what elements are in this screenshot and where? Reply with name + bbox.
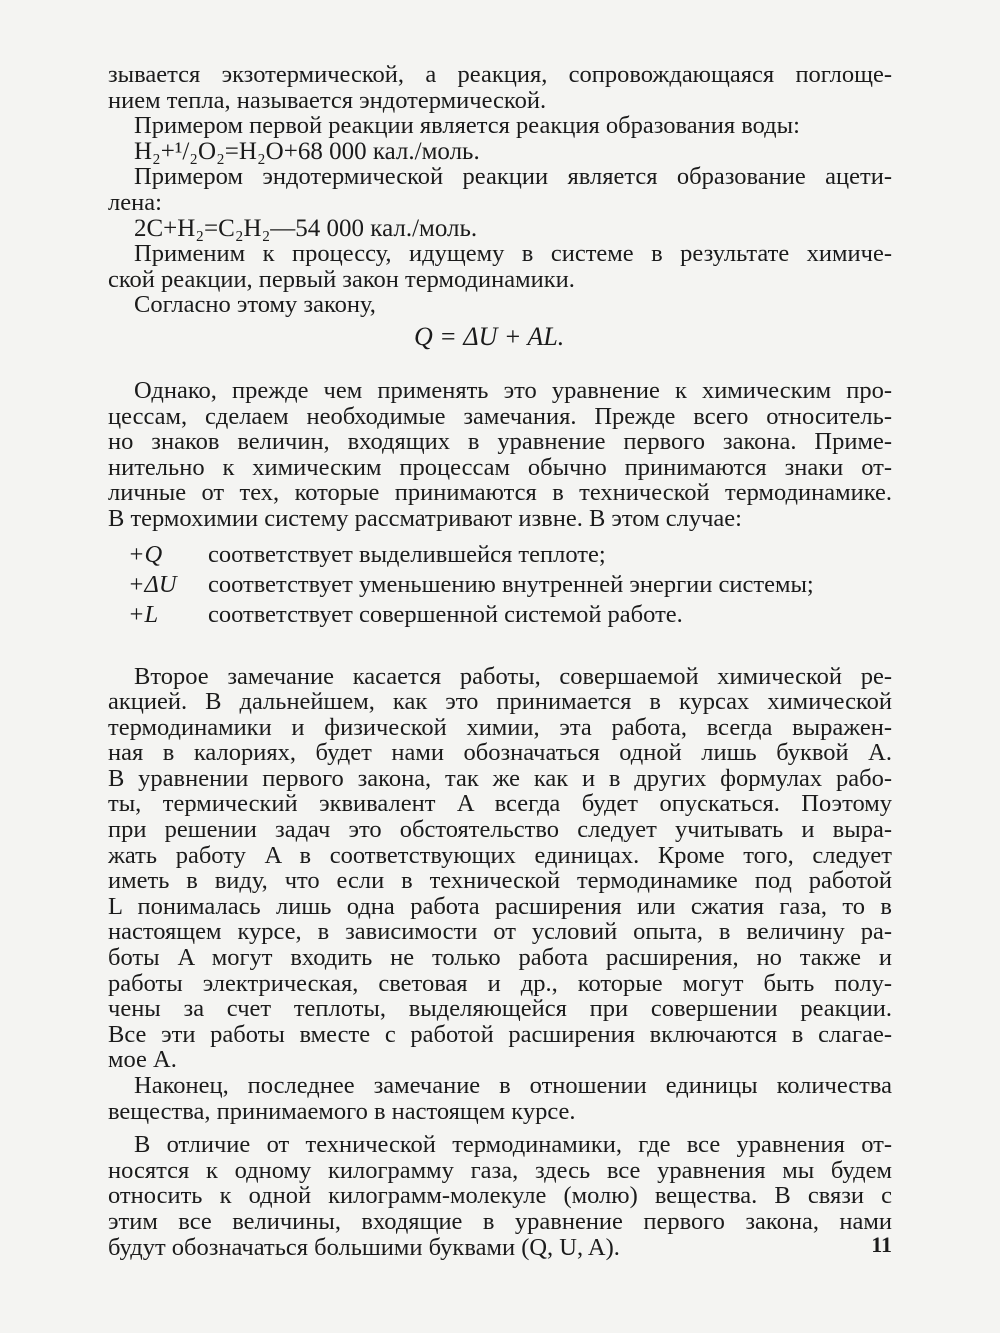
paragraph-intro: [108, 62, 892, 113]
sign-row: [108, 540, 892, 570]
sign-row: [108, 570, 892, 600]
text-line: носятся к одному килограмму газа, здесь все уравнения мы будем: [108, 1156, 892, 1184]
text-line: нительно к химическим процессам обычно принимаются знаки от-: [108, 453, 892, 481]
paragraph-work-remark: [108, 664, 892, 1074]
sign-description: соответствует выделившейся теплоте;: [208, 540, 606, 568]
text-line: ты, термический эквивалент A всегда будет опускаться. Поэтому: [108, 790, 892, 818]
text-line: зывается экзотермической, а реакция, сопровождающаяся поглоще-: [108, 61, 892, 88]
text-line: личные от тех, которые принимаются в технической термодинамике.: [108, 479, 892, 507]
text-line: чены за счет теплоты, выделяющейся при совершении реакции.: [108, 995, 892, 1023]
text-line: нием тепла, называется эндотермической.: [108, 86, 547, 114]
sign-conventions-list: [108, 540, 892, 630]
text-line: Однако, прежде чем применять это уравнение к химическим про-: [134, 376, 892, 404]
paragraph-according: Согласно этому закону,: [134, 291, 376, 319]
sign-description: соответствует совершенной системой работе.: [208, 600, 683, 628]
text-line: работы электрическая, световая и др., которые могут быть полу-: [108, 969, 892, 997]
text-line: L понималась лишь одна работа расширения или сжатия газа, то в: [108, 892, 892, 920]
text-line: лена:: [108, 188, 162, 216]
text-line: этим все величины, входящие в уравнение первого закона, нами: [108, 1207, 892, 1235]
text-line: относить к одной килограмм-молекуле (молю) вещества. В связи с: [108, 1182, 892, 1210]
text-line: Второе замечание касается работы, совершаемой химической ре-: [134, 662, 892, 690]
paragraph-remarks: [108, 378, 892, 532]
text-line: Все эти работы вместе с работой расширения включаются в слагае-: [108, 1020, 892, 1048]
text-line: акцией. В дальнейшем, как это принимается в курсах химической: [108, 688, 892, 716]
paragraph-mole-remark: [108, 1132, 892, 1260]
sign-symbol: +Q: [128, 540, 163, 568]
text-line: ная в калориях, будет нами обозначаться одной лишь буквой A.: [108, 739, 892, 767]
text-line: ской реакции, первый закон термодинамики.: [108, 265, 575, 293]
page-number: 11: [871, 1232, 892, 1257]
paragraph-unit-remark: [108, 1073, 892, 1124]
paragraph-apply-law: [108, 241, 892, 292]
sign-symbol: +L: [128, 600, 159, 628]
text-line: Наконец, последнее замечание в отношении единицы количества: [134, 1072, 892, 1099]
text-line: будут обозначаться большими буквами (Q, U, A).: [108, 1233, 620, 1261]
formula-acetylene: 2C+H₂=C₂H₂—54 000 кал./моль.: [134, 214, 478, 242]
sign-row: [108, 600, 892, 630]
text-line: В уравнении первого закона, так же как и в других формулах рабо-: [108, 764, 892, 792]
formula-water: H₂+¹/₂O₂=H₂O+68 000 кал./моль.: [134, 137, 480, 165]
text-line: Примером эндотермической реакции является образование ацети-: [134, 163, 892, 191]
text-line: вещества, принимаемого в настоящем курсе.: [108, 1097, 576, 1125]
text-line: настоящем курсе, в зависимости от условий опыта, в величину ра-: [108, 918, 892, 946]
text-line: мое A.: [108, 1046, 177, 1074]
text-line: В термохимии систему рассматривают извне. В этом случае:: [108, 504, 742, 532]
text-line: Применим к процессу, идущему в системе в результате химиче-: [134, 240, 892, 268]
text-line: цессам, сделаем необходимые замечания. Прежде всего относитель-: [108, 402, 892, 430]
text-line: боты A могут входить не только работа расширения, но также и: [108, 944, 892, 972]
text-line: иметь в виду, что если в технической термодинамике под работой: [108, 867, 892, 895]
sign-description: соответствует уменьшению внутренней энергии системы;: [208, 570, 814, 598]
text-line: но знаков величин, входящих в уравнение первого закона. Приме-: [108, 428, 892, 456]
first-law-equation: Q = ΔU + AL.: [414, 321, 565, 351]
text-line: при решении задач это обстоятельство следует учитывать и выра-: [108, 816, 892, 844]
text-line: термодинамики и физической химии, эта работа, всегда выражен-: [108, 713, 892, 741]
text-line: жать работу A в соответствующих единицах. Кроме того, следует: [108, 841, 892, 869]
paragraph-example-endothermic: [108, 164, 892, 215]
paragraph-example-exothermic: Примером первой реакции является реакция образования воды:: [134, 112, 800, 140]
text-line: В отличие от технической термодинамики, где все уравнения от-: [134, 1131, 892, 1159]
sign-symbol: +ΔU: [128, 570, 177, 598]
